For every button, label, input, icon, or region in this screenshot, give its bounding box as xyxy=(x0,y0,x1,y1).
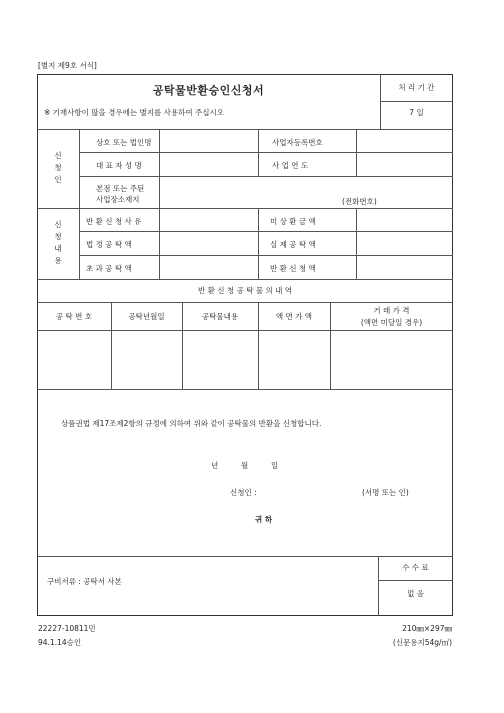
deposit-content-cell[interactable] xyxy=(183,331,257,388)
statutory-amount-field[interactable] xyxy=(160,232,257,254)
address-label-2: 사업장소재지 xyxy=(96,195,140,204)
column-header-trade-price: 거 래 가 격 xyxy=(373,306,410,315)
return-reason-field[interactable] xyxy=(160,209,257,230)
column-header-deposit-content: 공탁물내용 xyxy=(201,312,239,321)
actual-amount-label: 실 제 공 탁 액 xyxy=(270,240,316,249)
business-year-field[interactable] xyxy=(357,153,452,175)
divider xyxy=(258,208,259,279)
return-reason-label: 반 환 신 청 사 유 xyxy=(86,217,142,226)
business-name-label: 상호 또는 법인명 xyxy=(96,138,152,147)
business-reg-no-label: 사업자등록번호 xyxy=(272,138,323,147)
divider xyxy=(37,302,453,303)
applicant-sign-field[interactable] xyxy=(268,484,360,500)
attachments-text: 구비서류 : 공탁서 사본 xyxy=(47,577,122,586)
deposit-number-cell[interactable] xyxy=(38,331,110,388)
column-header-trade-price-sub: (액면 미달일 경우) xyxy=(360,318,423,327)
column-header-deposit-date: 공탁년월일 xyxy=(128,312,165,321)
divider xyxy=(37,389,453,390)
fee-value: 없 음 xyxy=(407,589,424,598)
column-header-face-value: 액 면 가 액 xyxy=(275,312,313,321)
processing-period-value: 7 일 xyxy=(409,108,424,117)
divider xyxy=(380,101,453,102)
footer-approval-date: 94.1.14승인 xyxy=(38,638,82,647)
address-field[interactable] xyxy=(160,177,452,207)
details-header: 반 환 신 청 공 탁 물 의 내 역 xyxy=(198,286,292,295)
statement-text: 상품권법 제17조제2항의 규정에 의하여 위와 같이 공탁물의 반환을 신청합니다. xyxy=(61,419,322,428)
form-number: [별지 제9호 서식] xyxy=(38,61,97,70)
divider xyxy=(378,580,453,581)
addressee: 귀 하 xyxy=(255,515,273,524)
application-group-label: 신 청 내 용 xyxy=(54,220,62,265)
footer-form-code: 22227-10811민 xyxy=(38,624,96,633)
deposit-date-cell[interactable] xyxy=(112,331,181,388)
footer-paper-size: 210㎜×297㎜ xyxy=(402,624,452,633)
excess-amount-field[interactable] xyxy=(160,256,257,278)
phone-label: (전화번호) xyxy=(342,197,377,206)
representative-label: 대 표 자 성 명 xyxy=(96,161,142,170)
form-title: 공탁물반환승인신청서 xyxy=(152,84,265,97)
divider xyxy=(37,556,453,557)
unreturned-amount-field[interactable] xyxy=(357,209,452,230)
signature-note: (서명 또는 인) xyxy=(362,488,409,497)
statutory-amount-label: 법 정 공 탁 액 xyxy=(86,240,132,249)
form-note: ※ 기재사항이 많을 경우에는 별지를 사용하여 주십시오 xyxy=(44,108,224,117)
footer-paper-type: (신문용지54g/㎡) xyxy=(392,638,452,647)
unreturned-amount-label: 미 상 환 금 액 xyxy=(270,217,316,226)
business-name-field[interactable] xyxy=(160,130,257,151)
applicant-sign-label: 신청인 : xyxy=(230,488,257,497)
business-reg-no-field[interactable] xyxy=(357,130,452,151)
divider xyxy=(37,279,453,280)
return-request-amount-label: 반 환 신 청 액 xyxy=(270,264,316,273)
excess-amount-label: 초 과 공 탁 액 xyxy=(86,264,132,273)
representative-field[interactable] xyxy=(160,153,257,175)
address-label-1: 본점 또는 주된 xyxy=(96,184,145,193)
column-header-deposit-number: 공 탁 번 호 xyxy=(55,312,93,321)
applicant-group-label: 신 청 인 xyxy=(54,151,62,184)
face-value-cell[interactable] xyxy=(259,331,329,388)
date-month-label: 월 xyxy=(241,461,249,470)
date-day-label: 일 xyxy=(271,461,279,470)
business-year-label: 사 업 연 도 xyxy=(272,161,309,170)
processing-period-label: 처 리 기 간 xyxy=(398,83,435,92)
date-year-label: 년 xyxy=(211,461,219,470)
return-request-amount-field[interactable] xyxy=(357,256,452,278)
fee-label: 수 수 료 xyxy=(402,563,429,572)
trade-price-cell[interactable] xyxy=(331,331,452,388)
actual-amount-field[interactable] xyxy=(357,232,452,254)
